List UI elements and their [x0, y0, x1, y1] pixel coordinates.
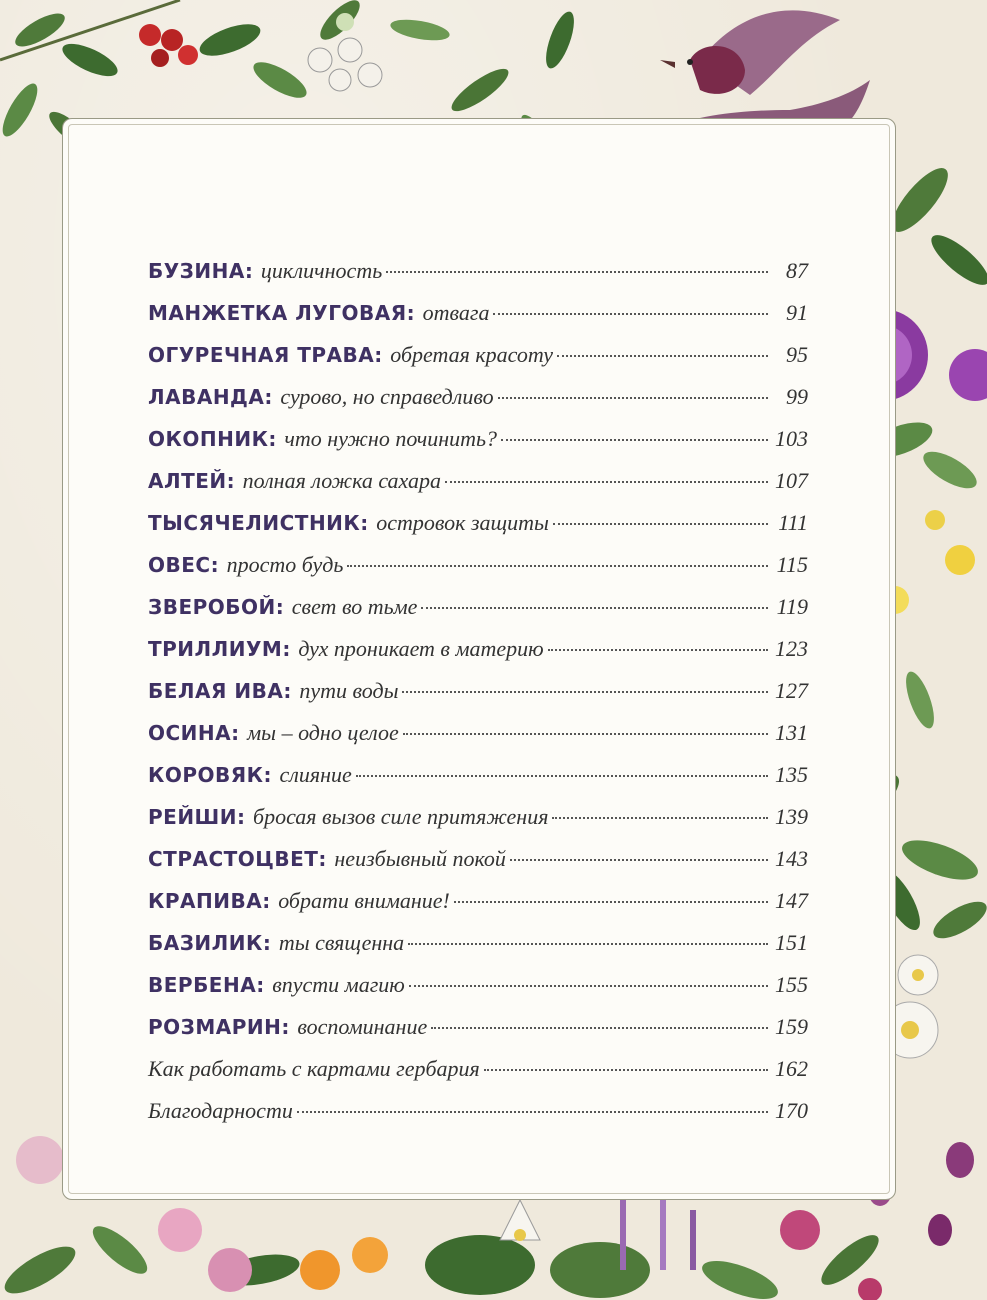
toc-entry-name: ВЕРБЕНА — [148, 973, 257, 997]
toc-colon: : — [262, 889, 271, 913]
toc-entry[interactable] — [148, 838, 808, 880]
toc-entry-name: ОКОПНИК — [148, 427, 269, 451]
toc-colon: : — [226, 469, 235, 493]
toc-entry-page: 162 — [775, 1056, 808, 1081]
toc-entry-page: 155 — [775, 972, 808, 997]
toc-colon: : — [264, 385, 273, 409]
dot-leader — [510, 859, 768, 861]
toc-colon: : — [231, 721, 240, 745]
toc-entry[interactable] — [148, 250, 808, 292]
dot-leader — [356, 775, 768, 777]
toc-entry-name: КРАПИВА — [148, 889, 263, 913]
dot-leader — [445, 481, 768, 483]
dot-leader — [409, 985, 768, 987]
dot-leader — [454, 901, 768, 903]
toc-entry-description: обретая красоту — [390, 342, 553, 367]
toc-entry-page: 107 — [775, 468, 808, 493]
toc-colon: : — [244, 259, 253, 283]
toc-entry-name: ЗВЕРОБОЙ — [148, 595, 276, 619]
dot-leader — [552, 817, 768, 819]
toc-entry-description: ты священна — [278, 930, 405, 955]
dot-leader — [386, 271, 768, 273]
toc-colon: : — [263, 763, 272, 787]
toc-entry-page: 119 — [776, 594, 808, 619]
toc-entry-description: воспоминание — [297, 1014, 428, 1039]
toc-entry-name: МАНЖЕТКА ЛУГОВАЯ — [148, 301, 407, 325]
toc-entry[interactable] — [148, 502, 808, 544]
toc-entry-description: сурово, но справедливо — [280, 384, 494, 409]
toc-colon: : — [237, 805, 246, 829]
toc-entry-name: ОСИНА — [148, 721, 232, 745]
hawthorn-berries-icon — [139, 24, 198, 67]
toc-entry-name: ТРИЛЛИУМ — [148, 637, 283, 661]
dot-leader — [421, 607, 768, 609]
toc-entry-page: 123 — [775, 636, 808, 661]
toc-entry-name: ОГУРЕЧНАЯ ТРАВА — [148, 343, 375, 367]
toc-extra-title: Благодарности — [148, 1098, 293, 1123]
toc-colon: : — [210, 553, 219, 577]
toc-colon: : — [283, 679, 292, 703]
dot-leader — [403, 733, 768, 735]
toc-entry-page: 103 — [775, 426, 808, 451]
toc-entry[interactable] — [148, 670, 808, 712]
toc-entry-name: БЕЛАЯ ИВА — [148, 679, 284, 703]
toc-entry-extra[interactable] — [148, 1048, 808, 1090]
toc-entry-page: 91 — [786, 300, 808, 325]
toc-colon: : — [262, 931, 271, 955]
toc-entry[interactable] — [148, 292, 808, 334]
toc-entry[interactable] — [148, 334, 808, 376]
toc-entry[interactable] — [148, 418, 808, 460]
toc-colon: : — [406, 301, 415, 325]
toc-entry-description: обрати внимание! — [278, 888, 450, 913]
dot-leader — [557, 355, 768, 357]
toc-entry-name: БАЗИЛИК — [148, 931, 263, 955]
toc-entry[interactable] — [148, 754, 808, 796]
toc-entry-page: 147 — [775, 888, 808, 913]
toc-entry[interactable] — [148, 712, 808, 754]
toc-colon: : — [268, 427, 277, 451]
toc-entry-description: цикличность — [260, 258, 383, 283]
toc-entry-page: 131 — [775, 720, 808, 745]
toc-colon: : — [374, 343, 383, 367]
toc-entry-description: островок защиты — [376, 510, 549, 535]
toc-colon: : — [256, 973, 265, 997]
toc-entry[interactable] — [148, 922, 808, 964]
toc-entry-description: что нужно починить? — [284, 426, 498, 451]
toc-entry-page: 159 — [775, 1014, 808, 1039]
toc-entry-page: 95 — [786, 342, 808, 367]
toc-entry[interactable] — [148, 880, 808, 922]
toc-entry-description: бросая вызов силе притяжения — [253, 804, 549, 829]
trillium-icon — [500, 1200, 540, 1241]
poppy-icon — [300, 1237, 388, 1290]
toc-entry-name: ТЫСЯЧЕЛИСТНИК — [148, 511, 361, 535]
toc-entry-description: полная ложка сахара — [242, 468, 442, 493]
dot-leader — [501, 439, 768, 441]
toc-entry-description: свет во тьме — [291, 594, 418, 619]
toc-colon: : — [282, 637, 291, 661]
toc-colon: : — [318, 847, 327, 871]
toc-entry[interactable] — [148, 460, 808, 502]
toc-entry-page: 99 — [786, 384, 808, 409]
dot-leader — [548, 649, 768, 651]
toc-entry-name: АЛТЕЙ — [148, 469, 227, 493]
toc-entry-page: 170 — [775, 1098, 808, 1123]
toc-entry-name: СТРАСТОЦВЕТ — [148, 847, 319, 871]
toc-extra-title: Как работать с картами гербария — [148, 1056, 480, 1081]
toc-entry[interactable] — [148, 628, 808, 670]
toc-entry-page: 139 — [775, 804, 808, 829]
toc-entry-extra[interactable] — [148, 1090, 808, 1132]
toc-entry-page: 135 — [775, 762, 808, 787]
dot-leader — [408, 943, 768, 945]
toc-entry-description: просто будь — [226, 552, 344, 577]
dot-leader — [553, 523, 768, 525]
dot-leader — [484, 1069, 768, 1071]
mallow-icon — [158, 1208, 252, 1292]
toc-colon: : — [360, 511, 369, 535]
toc-entry-page: 143 — [775, 846, 808, 871]
toc-entry[interactable] — [148, 964, 808, 1006]
toc-entry-page: 115 — [776, 552, 808, 577]
toc-entry-name: БУЗИНА — [148, 259, 245, 283]
toc-entry[interactable] — [148, 796, 808, 838]
toc-entry-description: слияние — [279, 762, 352, 787]
dot-leader — [402, 691, 768, 693]
dot-leader — [493, 313, 768, 315]
toc-entry-description: пути воды — [299, 678, 399, 703]
toc-entry[interactable] — [148, 544, 808, 586]
white-blossom-icon — [308, 13, 382, 91]
toc-colon: : — [275, 595, 284, 619]
toc-entry-description: впусти магию — [272, 972, 405, 997]
dot-leader — [347, 565, 768, 567]
toc-entry-description: отвага — [422, 300, 490, 325]
toc-entry-name: ОВЕС — [148, 553, 211, 577]
dot-leader — [431, 1027, 768, 1029]
bottom-foliage-icon — [0, 1219, 885, 1300]
toc-entry-name: РЕЙШИ — [148, 805, 238, 829]
dot-leader — [498, 397, 768, 399]
toc-entry-description: мы – одно целое — [247, 720, 399, 745]
toc-entry[interactable] — [148, 586, 808, 628]
table-of-contents — [148, 250, 808, 1132]
toc-entry[interactable] — [148, 1006, 808, 1048]
toc-entry[interactable] — [148, 376, 808, 418]
toc-entry-name: ЛАВАНДА — [148, 385, 265, 409]
toc-entry-page: 127 — [775, 678, 808, 703]
toc-entry-page: 87 — [786, 258, 808, 283]
dot-leader — [297, 1111, 768, 1113]
toc-entry-page: 151 — [775, 930, 808, 955]
toc-entry-name: РОЗМАРИН — [148, 1015, 282, 1039]
toc-entry-page: 111 — [778, 510, 808, 535]
toc-entry-description: дух проникает в материю — [298, 636, 544, 661]
toc-entry-name: КОРОВЯК — [148, 763, 264, 787]
toc-colon: : — [281, 1015, 290, 1039]
toc-entry-description: неизбывный покой — [334, 846, 506, 871]
